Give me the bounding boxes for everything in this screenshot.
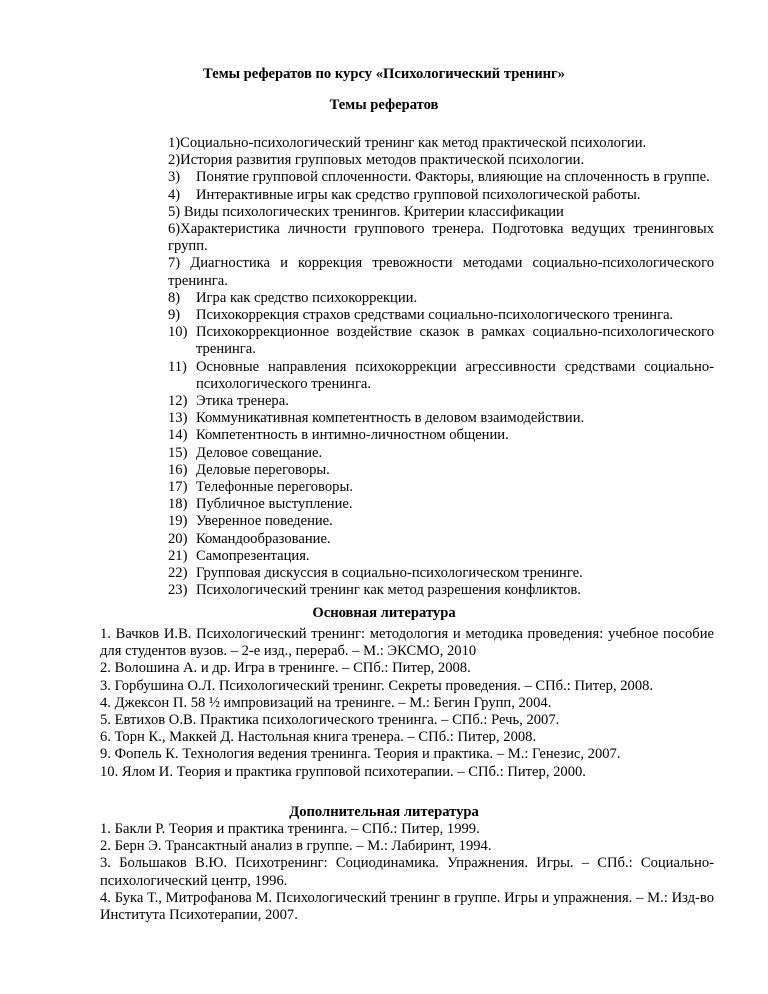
- topic-item: 10) Психокоррекционное воздействие сказок в рамках социально-психологического тренинга.: [168, 324, 714, 358]
- reference-item: 2. Берн Э. Трансактный анализ в группе. – М.: Лабиринт, 1994.: [100, 838, 492, 855]
- topic-item: 5) Виды психологических тренингов. Критерии классификации: [168, 203, 564, 220]
- topic-item: 3) Понятие групповой сплоченности. Факторы, влияющие на сплоченность в группе.: [168, 169, 710, 186]
- topic-item: 13) Коммуникативная компетентность в деловом взаимодействии.: [168, 410, 585, 427]
- topic-item: 17) Телефонные переговоры.: [168, 479, 353, 496]
- reference-item: 3. Горбушина О.Л. Психологический тренинг. Секреты проведения. – СПб.: Питер, 2008.: [100, 677, 654, 694]
- reference-item: 4. Джексон П. 58 ½ импровизаций на тренинге. – М.: Бегин Групп, 2004.: [100, 694, 552, 711]
- topic-item: 16) Деловые переговоры.: [168, 461, 330, 478]
- topic-item: 2)История развития групповых методов практической психологии.: [168, 152, 585, 169]
- topic-item: 23) Психологический тренинг как метод разрешения конфликтов.: [168, 582, 581, 599]
- topics-list: [168, 135, 714, 599]
- extra-literature-list: [100, 821, 714, 924]
- topic-item: 8) Игра как средство психокоррекции.: [168, 289, 418, 306]
- topic-item: 4) Интерактивные игры как средство групповой психологической работы.: [168, 186, 641, 203]
- topic-item: 14) Компетентность в интимно-личностном общении.: [168, 427, 509, 444]
- reference-item: 6. Торн К., Маккей Д. Настольная книга тренера. – СПб.: Питер, 2008.: [100, 729, 537, 746]
- reference-item: 5. Евтихов О.В. Практика психологического тренинга. – СПб.: Речь, 2007.: [100, 712, 560, 729]
- topic-item: 18) Публичное выступление.: [168, 496, 353, 513]
- reference-item: 9. Фопель К. Технология ведения тренинга. Теория и практика. – М.: Генезис, 2007.: [100, 746, 621, 763]
- reference-item: 2. Волошина А. и др. Игра в тренинге. – СПб.: Питер, 2008.: [100, 660, 471, 677]
- topic-item: 12) Этика тренера.: [168, 393, 289, 410]
- reference-item: 4. Бука Т., Митрофанова М. Психологический тренинг в группе. Игры и упражнения. – М.: Изд-во Института Психотерапии, 2007.: [100, 889, 714, 924]
- main-literature-heading: Основная литература: [312, 605, 456, 621]
- reference-item: 3. Большаков В.Ю. Психотренинг: Социодинамика. Упражнения. Игры. – СПб.: Социально-психологический центр, 1996.: [100, 855, 714, 889]
- reference-item: 1. Вачков И.В. Психологический тренинг: методология и методика проведения: учебное пособие для студентов вузов. – 2-е изд., перераб. – М.: ЭКСМО, 2010: [100, 626, 714, 660]
- topic-item: 20) Командообразование.: [168, 530, 331, 547]
- topic-item: 7) Диагностика и коррекция тревожности методами социально-психологического тренинга.: [168, 255, 714, 289]
- main-literature-list: [100, 626, 714, 781]
- document-title: Темы рефератов по курсу «Психологический тренинг»: [203, 66, 565, 82]
- topic-item: 9) Психокоррекция страхов средствами социально-психологического тренинга.: [168, 307, 674, 324]
- topics-heading: Темы рефератов: [329, 97, 439, 113]
- topic-item: 22) Групповая дискуссия в социально-психологическом тренинге.: [168, 565, 583, 582]
- topic-item: 11) Основные направления психокоррекции агрессивности средствами социально-психологического тренинга.: [168, 358, 714, 392]
- topic-item: 19) Уверенное поведение.: [168, 513, 333, 530]
- topic-item: 15) Деловое совещание.: [168, 444, 323, 461]
- reference-item: 1. Бакли Р. Теория и практика тренинга. – СПб.: Питер, 1999.: [100, 821, 480, 837]
- topic-item: 21) Самопрезентация.: [168, 547, 310, 564]
- extra-literature-heading: Дополнительная литература: [289, 804, 479, 820]
- topic-item: 1)Социально-психологический тренинг как метод практической психологии.: [168, 135, 647, 151]
- topic-item: 6)Характеристика личности группового тренера. Подготовка ведущих тренинговых групп.: [168, 221, 714, 255]
- reference-item: 10. Ялом И. Теория и практика групповой психотерапии. – СПб.: Питер, 2000.: [100, 763, 586, 780]
